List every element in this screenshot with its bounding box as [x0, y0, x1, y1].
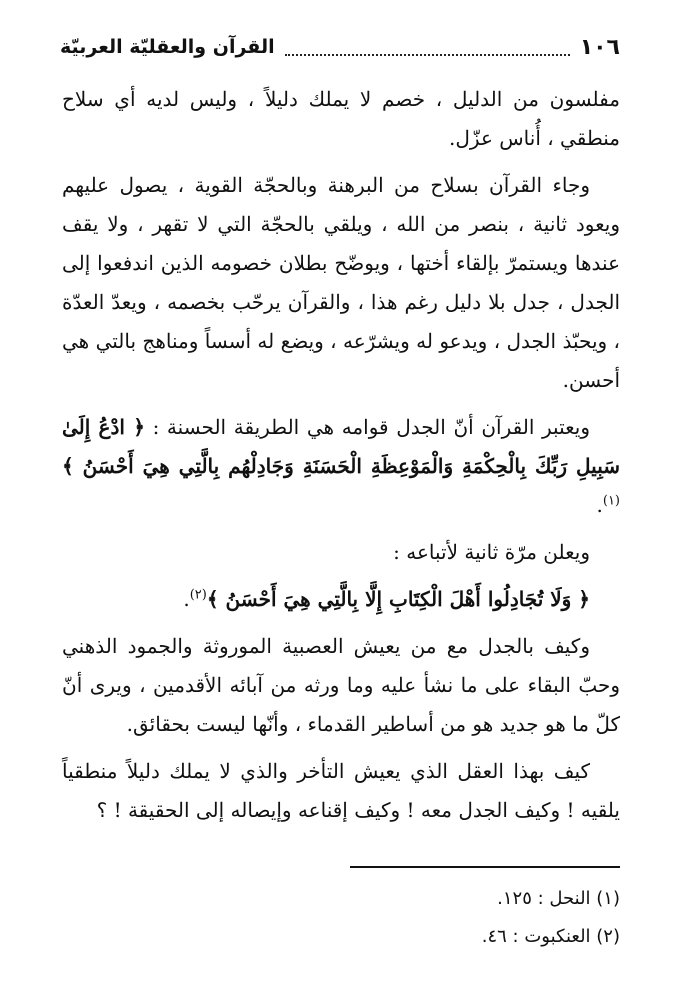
- footnote-ref: (٢): [189, 587, 207, 603]
- running-title: القرآن والعقليّة العربيّة: [60, 36, 275, 58]
- footnote: (٢) العنكبوت : ٤٦.: [481, 926, 620, 947]
- page-body: [62, 80, 620, 838]
- footnote-ref: (١): [602, 493, 620, 509]
- paragraph: كيف بهذا العقل الذي يعيش التأخر والذي لا يملك دليلاً منطقياً يلقيه ! وكيف الجدل معه ! وكيف إقناعه وإيصاله إلى الحقيقة ! ؟: [62, 759, 620, 822]
- verse-intro: ويعتبر القرآن أنّ الجدل قوامه هي الطريقة الحسنة :: [152, 415, 590, 439]
- footnotes: [62, 880, 620, 956]
- verse-paragraph: ويعتبر القرآن أنّ الجدل قوامه هي الطريقة الحسنة : ﴿ ادْعُ إِلَىٰ سَبِيلِ رَبِّكَ بِالْحِكْمَةِ وَالْمَوْعِظَةِ الْحَسَنَةِ وَجَادِلْهُم بِالَّتِي هِيَ أَحْسَنُ ﴾$^{(١)}$.: [62, 415, 620, 517]
- paragraph: مفلسون من الدليل ، خصم لا يملك دليلاً ، وليس لديه أي سلاح منطقي ، أُناس عزّل.: [62, 87, 620, 150]
- paragraph: وكيف بالجدل مع من يعيش العصبية الموروثة والجمود الذهني وحبّ البقاء على ما نشأ عليه وما ورثه من آبائه الأقدمين ، ويرى أنّ كلّ ما هو جديد هو من أساطير القدماء ، وأنّها ليست بحقائق.: [62, 634, 620, 736]
- page-header: [60, 30, 620, 64]
- header-leader-dots: [285, 54, 570, 56]
- footnote: (١) النحل : ١٢٥.: [497, 888, 620, 909]
- page-number: ١٠٦: [579, 34, 620, 60]
- quran-verse: ﴿ ادْعُ إِلَىٰ سَبِيلِ رَبِّكَ بِالْحِكْمَةِ وَالْمَوْعِظَةِ الْحَسَنَةِ وَجَادِلْهُم بِالَّتِي هِيَ أَحْسَنُ ﴾: [62, 415, 620, 478]
- quran-verse: ﴿ وَلَا تُجَادِلُوا أَهْلَ الْكِتَابِ إِلَّا بِالَّتِي هِيَ أَحْسَنُ ﴾: [206, 587, 590, 611]
- verse-paragraph: ﴿ وَلَا تُجَادِلُوا أَهْلَ الْكِتَابِ إِلَّا بِالَّتِي هِيَ أَحْسَنُ ﴾$^{(٢)}$.: [183, 587, 590, 611]
- footnote-separator: [350, 866, 620, 868]
- paragraph: وجاء القرآن بسلاح من البرهنة وبالحجّة القوية ، يصول عليهم ويعود ثانية ، بنصر من الله ، ويلقي بالحجّة التي لا تقهر ، ولا يقف عندها ويستمرّ بإلقاء أختها ، ويوضّح بطلان خصومه الذين اندفعوا إلى الجدل ، جدل بلا دليل رغم هذا ، والقرآن يرحّب بخصمه ، ويعدّ العدّة ، ويحبّذ الجدل ، ويدعو له ويشرّعه ، ويضع له أسساً ومناهج بالتي هي أحسن.: [62, 173, 621, 392]
- verse-intro-paragraph: ويعلن مرّة ثانية لأتباعه :: [393, 540, 590, 564]
